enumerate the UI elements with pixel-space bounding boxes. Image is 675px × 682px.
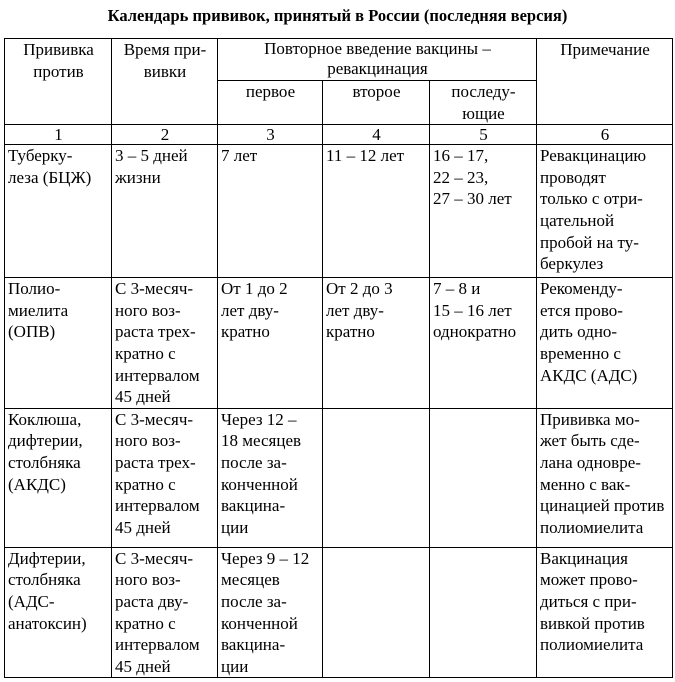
table-body	[5, 145, 673, 678]
cell-text-line: беркулез	[540, 254, 604, 274]
cell-text-line: (АКДС)	[8, 474, 66, 494]
cell-text-line: ется прово-	[540, 300, 623, 320]
cell-first-revaccination	[218, 145, 323, 278]
cell-text-line: временно с	[540, 343, 621, 363]
cell-text-line: раста трех-	[115, 452, 196, 472]
cell-text-line: интервалом	[115, 635, 200, 655]
cell-text-line: лет дву-	[221, 300, 279, 320]
table-row	[5, 547, 673, 678]
cell-second-revaccination	[323, 278, 430, 409]
cell-text-line: Рекоменду-	[540, 279, 623, 299]
cell-text-line: интервалом	[115, 496, 200, 516]
cell-text-line: Ревакцинацию	[540, 146, 647, 166]
cell-text-line: только с отри-	[540, 189, 643, 209]
cell-text-line: столбняка	[8, 452, 81, 472]
header-second: второе	[323, 81, 430, 125]
cell-vaccination-against	[5, 145, 112, 278]
cell-text-line: менно с вак-	[540, 474, 631, 494]
cell-text-line: раста трех-	[115, 322, 196, 342]
cell-text-line: 45 дней	[115, 656, 171, 676]
table-row	[5, 408, 673, 547]
cell-text-line: 11 – 12 лет	[326, 146, 405, 166]
cell-vaccination-against	[5, 408, 112, 547]
cell-text-line: кратно с	[115, 613, 176, 633]
cell-subsequent-revaccination	[430, 145, 537, 278]
cell-text-line: пробой на ту-	[540, 232, 639, 252]
cell-text-line: Через 12 –	[221, 409, 297, 429]
header-row-top	[5, 39, 673, 81]
cell-text-line: кратно	[221, 322, 270, 342]
cell-text-line: вакцина-	[221, 496, 286, 516]
column-number: 1	[5, 125, 112, 145]
cell-vaccination-against	[5, 547, 112, 678]
cell-text-line: 27 – 30 лет	[433, 189, 512, 209]
cell-text-line: раста дву-	[115, 591, 189, 611]
cell-text-line: диться с при-	[540, 591, 637, 611]
cell-text-line: дить одно-	[540, 322, 618, 342]
cell-text-line: кратно с	[115, 474, 176, 494]
vaccination-calendar-table	[4, 38, 673, 678]
cell-text-line: Вакцинация	[540, 548, 628, 568]
cell-text-line: миелита	[8, 300, 69, 320]
column-number: 6	[537, 125, 673, 145]
cell-text-line: Дифтерии,	[8, 548, 86, 568]
cell-text-line: 18 месяцев	[221, 431, 302, 451]
cell-text-line: С 3-месяч-	[115, 548, 194, 568]
cell-text-line: Полио-	[8, 279, 61, 299]
column-number: 4	[323, 125, 430, 145]
cell-text-line: вакцина-	[221, 635, 286, 655]
column-number: 2	[112, 125, 218, 145]
cell-text-line: полиомиелита	[540, 635, 644, 655]
table-row	[5, 278, 673, 409]
cell-note	[537, 408, 673, 547]
cell-vaccination-time	[112, 408, 218, 547]
cell-text-line: может прово-	[540, 570, 638, 590]
cell-text-line: 7 – 8 и	[433, 279, 481, 299]
cell-text-line: 45 дней	[115, 517, 171, 537]
page-title: Календарь прививок, принятый в России (последняя версия)	[107, 6, 568, 25]
cell-subsequent-revaccination	[430, 547, 537, 678]
cell-second-revaccination	[323, 408, 430, 547]
cell-text-line: С 3-месяч-	[115, 279, 194, 299]
cell-text-line: От 2 до 3	[326, 279, 393, 299]
header-revaccination: Повторное введение вакцины – ревакцинация	[218, 39, 537, 81]
cell-text-line: 45 дней	[115, 387, 171, 407]
cell-text-line: столбняка	[8, 570, 81, 590]
cell-text-line: кратно	[326, 322, 375, 342]
cell-second-revaccination	[323, 145, 430, 278]
cell-vaccination-against	[5, 278, 112, 409]
cell-text-line: От 1 до 2	[221, 279, 288, 299]
cell-text-line: С 3-месяч-	[115, 409, 194, 429]
cell-text-line: цательной	[540, 210, 615, 230]
cell-text-line: после за-	[221, 591, 287, 611]
cell-vaccination-time	[112, 145, 218, 278]
cell-text-line: анатоксин)	[8, 613, 87, 633]
header-first: первое	[218, 81, 323, 125]
cell-subsequent-revaccination	[430, 408, 537, 547]
cell-text-line: месяцев	[221, 570, 280, 590]
cell-text-line: жет быть сде-	[540, 431, 640, 451]
cell-text-line: интервалом	[115, 365, 200, 385]
cell-text-line: (ОПВ)	[8, 322, 56, 342]
header-vaccination-time: Время при- вивки	[112, 39, 218, 125]
cell-text-line: Коклюша,	[8, 409, 82, 429]
header-subsequent: последу- ющие	[430, 81, 537, 125]
cell-text-line: 3 – 5 дней	[115, 146, 188, 166]
cell-text-line: проводят	[540, 167, 606, 187]
cell-text-line: ного воз-	[115, 300, 181, 320]
cell-text-line: конченной	[221, 474, 298, 494]
cell-note	[537, 278, 673, 409]
cell-text-line: однократно	[433, 322, 517, 342]
cell-text-line: дифтерии,	[8, 431, 83, 451]
cell-text-line: 15 – 16 лет	[433, 300, 512, 320]
cell-text-line: ного воз-	[115, 570, 181, 590]
cell-text-line: Через 9 – 12	[221, 548, 310, 568]
cell-text-line: кратно с	[115, 343, 176, 363]
cell-text-line: ции	[221, 517, 249, 537]
cell-second-revaccination	[323, 547, 430, 678]
cell-text-line: АКДС (АДС)	[540, 365, 638, 385]
cell-text-line: вивкой против	[540, 613, 645, 633]
cell-vaccination-time	[112, 547, 218, 678]
cell-text-line: 22 – 23,	[433, 167, 489, 187]
cell-text-line: леза (БЦЖ)	[8, 167, 92, 187]
cell-first-revaccination	[218, 408, 323, 547]
cell-text-line: ции	[221, 656, 249, 676]
cell-first-revaccination	[218, 278, 323, 409]
column-number: 5	[430, 125, 537, 145]
header-note: Примечание	[537, 39, 673, 125]
cell-note	[537, 145, 673, 278]
cell-text-line: Туберку-	[8, 146, 73, 166]
column-number: 3	[218, 125, 323, 145]
cell-text-line: 7 лет	[221, 146, 258, 166]
table-row	[5, 145, 673, 278]
cell-text-line: (АДС-	[8, 591, 55, 611]
cell-text-line: цинацией против	[540, 496, 665, 516]
cell-text-line: полиомиелита	[540, 517, 644, 537]
cell-text-line: после за-	[221, 452, 287, 472]
cell-subsequent-revaccination	[430, 278, 537, 409]
header-vaccination-against: Прививка против	[5, 39, 112, 125]
cell-text-line: 16 – 17,	[433, 146, 489, 166]
cell-text-line: лет дву-	[326, 300, 384, 320]
cell-text-line: жизни	[115, 167, 161, 187]
cell-text-line: ного воз-	[115, 431, 181, 451]
cell-text-line: лана одновре-	[540, 452, 641, 472]
cell-text-line: конченной	[221, 613, 298, 633]
cell-first-revaccination	[218, 547, 323, 678]
column-number-row	[5, 125, 673, 145]
cell-vaccination-time	[112, 278, 218, 409]
cell-text-line: Прививка мо-	[540, 409, 640, 429]
cell-note	[537, 547, 673, 678]
